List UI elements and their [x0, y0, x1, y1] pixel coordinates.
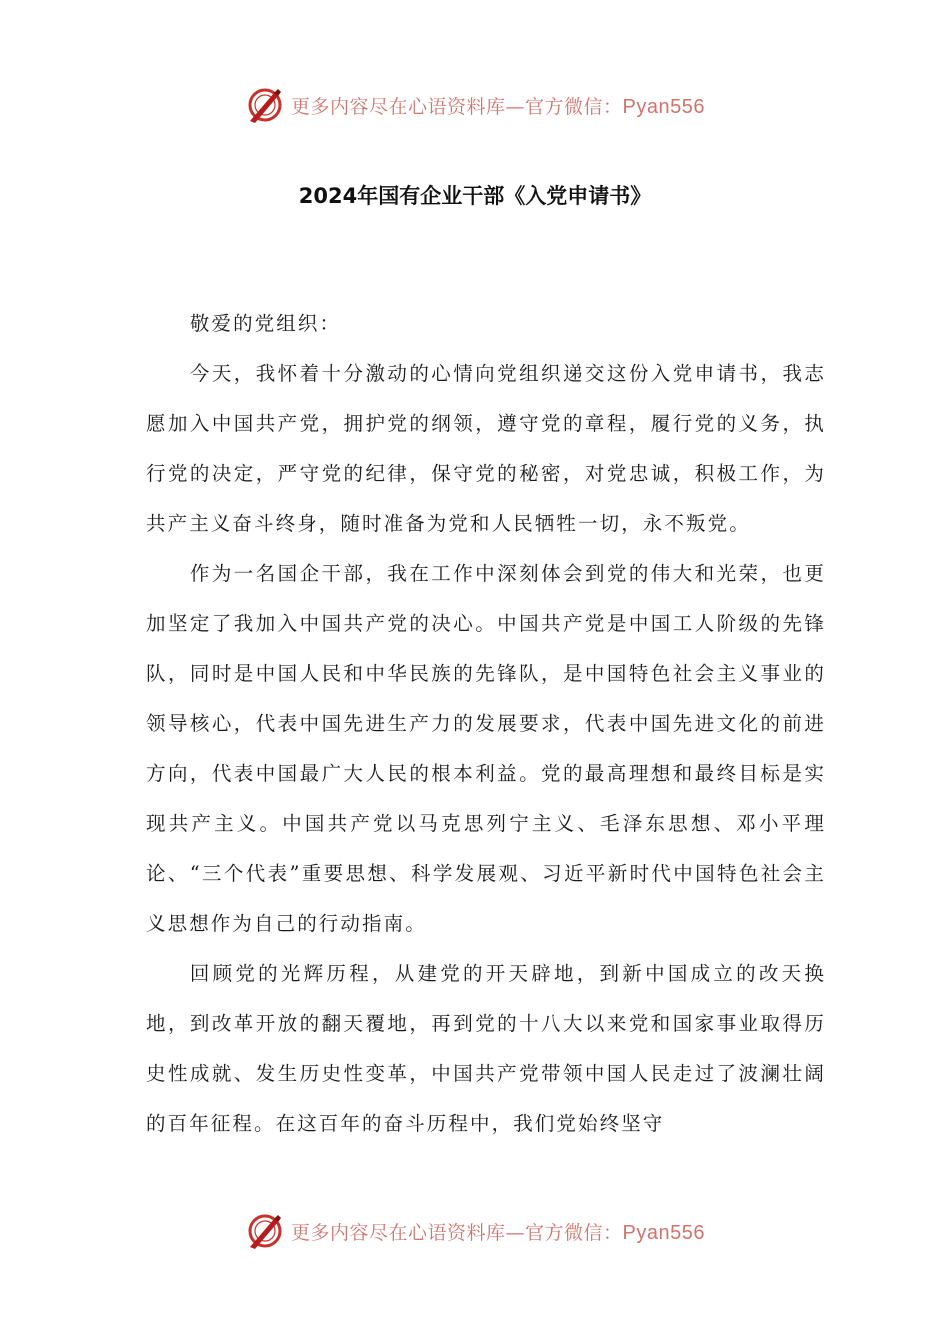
paragraph: 回顾党的光辉历程，从建党的开天辟地，到新中国成立的改天换地，到改革开放的翻天覆地，再到党的十八大以来党和国家事业取得历史性成就、发生历史性变革，中国共产党带领中国人民走过了波澜壮阔的百年征程。在这百年的奋斗历程中，我们党始终坚守 — [146, 962, 826, 1135]
pen-circle-logo-icon — [245, 1211, 285, 1251]
banner-text: 更多内容尽在心语资料库—官方微信：Pyan556 — [291, 1221, 705, 1244]
document-title: 2024年国有企业干部《入党申请书》 — [298, 184, 652, 208]
banner-text: 更多内容尽在心语资料库—官方微信：Pyan556 — [291, 95, 705, 118]
paragraph: 作为一名国企干部，我在工作中深刻体会到党的伟大和光荣，也更加坚定了我加入中国共产党的决心。中国共产党是中国工人阶级的先锋队，同时是中国人民和中华民族的先锋队，是中国特色社会主义事业的领导核心，代表中国先进生产力的发展要求，代表中国先进文化的前进方向，代表中国最广大人民的根本利益。党的最高理想和最终目标是实现共产主义。中国共产党以马克思列宁主义、毛泽东思想、邓小平理论、“三个代表”重要思想、科学发展观、习近平新时代中国特色社会主义思想作为自己的行动指南。 — [146, 562, 826, 935]
header-banner — [0, 80, 950, 130]
pen-circle-logo-icon — [245, 85, 285, 125]
wechat-id: Pyan556 — [622, 95, 705, 118]
footer-banner — [0, 1206, 950, 1256]
salutation: 敬爱的党组织： — [189, 312, 342, 335]
wechat-id: Pyan556 — [622, 1221, 705, 1244]
paragraph: 今天，我怀着十分激动的心情向党组织递交这份入党申请书，我志愿加入中国共产党，拥护党的纲领，遵守党的章程，履行党的义务，执行党的决定，严守党的纪律，保守党的秘密，对党忠诚，积极工作，为共产主义奋斗终身，随时准备为党和人民牺牲一切，永不叛党。 — [146, 362, 826, 535]
document-body — [146, 299, 826, 1149]
